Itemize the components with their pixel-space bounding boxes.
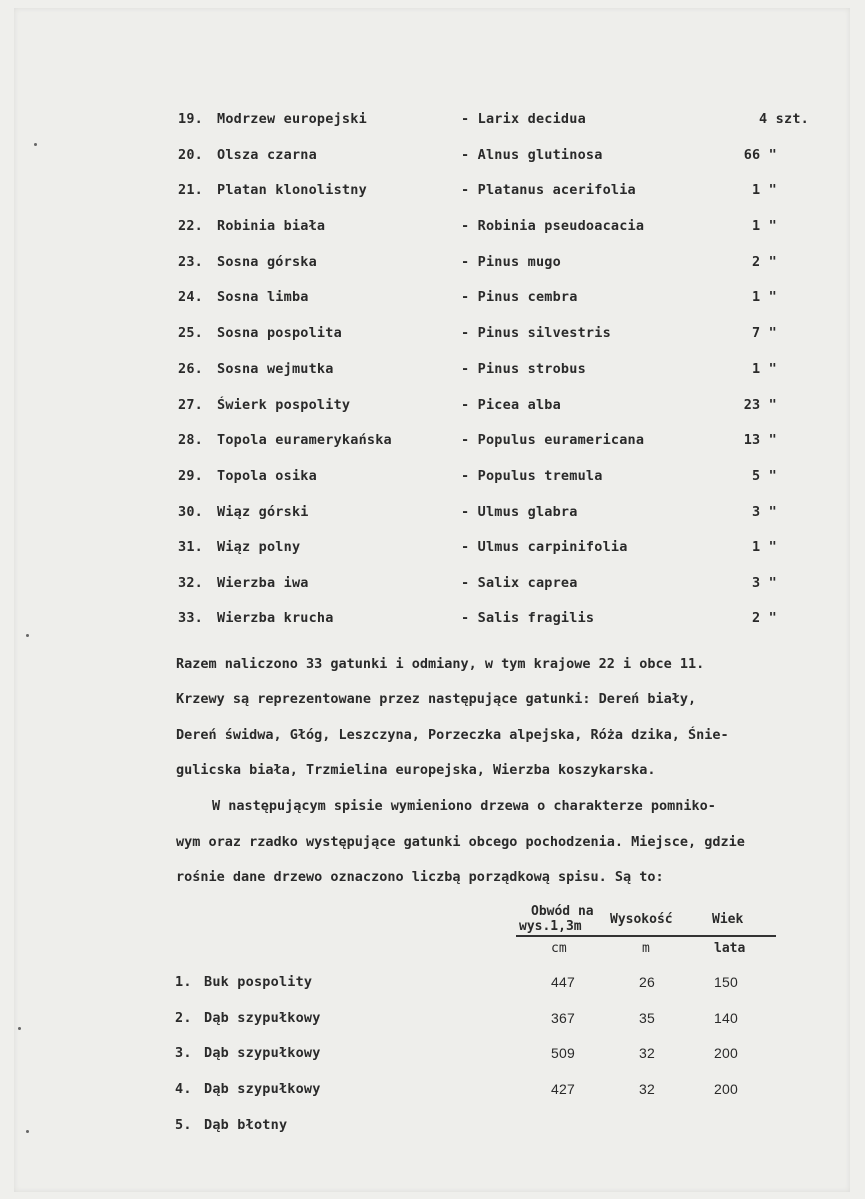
margin-mark: [26, 634, 29, 637]
latin-name: - Salis fragilis: [461, 610, 595, 626]
latin-name: - Populus tremula: [461, 468, 603, 484]
list-item: [0, 361, 865, 379]
list-item: [0, 218, 865, 236]
height-value: 32: [639, 1045, 655, 1061]
item-number: 29.: [178, 468, 203, 484]
item-number: 32.: [178, 575, 203, 591]
polish-name: Olsza czarna: [217, 147, 317, 163]
polish-name: Świerk pospolity: [217, 397, 351, 413]
polish-name: Wiąz górski: [217, 504, 309, 520]
latin-name: - Larix decidua: [461, 111, 586, 127]
latin-name: - Populus euramericana: [461, 432, 645, 448]
count: 3 ": [752, 575, 777, 591]
latin-name: - Ulmus glabra: [461, 504, 578, 520]
age-value: 150: [714, 974, 738, 990]
tree-name: Dąb szypułkowy: [204, 1010, 321, 1026]
girth-value: 367: [551, 1010, 575, 1026]
list-item: [0, 182, 865, 200]
height-unit: m: [642, 941, 650, 956]
latin-name: - Pinus strobus: [461, 361, 586, 377]
row-number: 3.: [175, 1045, 192, 1061]
table-row: [0, 1117, 865, 1135]
latin-name: - Platanus acerifolia: [461, 182, 636, 198]
polish-name: Wiąz polny: [217, 539, 301, 555]
table-row: [0, 1010, 865, 1028]
latin-name: - Pinus cembra: [461, 289, 578, 305]
item-number: 26.: [178, 361, 203, 377]
item-number: 23.: [178, 254, 203, 270]
row-number: 1.: [175, 974, 192, 990]
margin-mark: [34, 143, 37, 146]
list-item: [0, 504, 865, 522]
latin-name: - Robinia pseudoacacia: [461, 218, 645, 234]
height-header: Wysokość: [610, 912, 673, 927]
height-value: 35: [639, 1010, 655, 1026]
item-number: 25.: [178, 325, 203, 341]
item-number: 33.: [178, 610, 203, 626]
polish-name: Wierzba iwa: [217, 575, 309, 591]
polish-name: Platan klonolistny: [217, 182, 367, 198]
tree-name: Dąb błotny: [204, 1117, 288, 1133]
paragraph-line: wym oraz rzadko występujące gatunki obcego pochodzenia. Miejsce, gdzie: [176, 834, 745, 850]
item-number: 19.: [178, 111, 203, 127]
list-item: [0, 432, 865, 450]
polish-name: Topola osika: [217, 468, 317, 484]
latin-name: - Ulmus carpinifolia: [461, 539, 628, 555]
polish-name: Modrzew europejski: [217, 111, 367, 127]
item-number: 20.: [178, 147, 203, 163]
list-item: [0, 111, 865, 129]
tree-name: Dąb szypułkowy: [204, 1045, 321, 1061]
paragraph-line: Krzewy są reprezentowane przez następujące gatunki: Dereń biały,: [176, 691, 697, 707]
row-number: 2.: [175, 1010, 192, 1026]
item-number: 27.: [178, 397, 203, 413]
age-header: Wiek: [712, 912, 744, 927]
list-item: [0, 254, 865, 272]
latin-name: - Picea alba: [461, 397, 561, 413]
count: 1 ": [752, 361, 777, 377]
paragraph-line: Dereń świdwa, Głóg, Leszczyna, Porzeczka alpejska, Róża dzika, Śnie-: [176, 727, 729, 743]
count: 1 ": [752, 182, 777, 198]
list-item: [0, 147, 865, 165]
paragraph-line: W następującym spisie wymieniono drzewa o charakterze pomniko-: [212, 798, 716, 814]
polish-name: Sosna wejmutka: [217, 361, 334, 377]
paragraph-line: gulicska biała, Trzmielina europejska, Wierzba koszykarska.: [176, 762, 656, 778]
polish-name: Sosna górska: [217, 254, 317, 270]
row-number: 5.: [175, 1117, 192, 1133]
age-value: 200: [714, 1081, 738, 1097]
count: 4 szt.: [759, 111, 809, 127]
row-number: 4.: [175, 1081, 192, 1097]
count: 23 ": [743, 397, 777, 413]
count: 66 ": [743, 147, 777, 163]
item-number: 22.: [178, 218, 203, 234]
list-item: [0, 610, 865, 628]
list-item: [0, 289, 865, 307]
girth-header-sub: wys.1,3m: [519, 919, 582, 934]
polish-name: Sosna pospolita: [217, 325, 342, 341]
paragraph-line: Razem naliczono 33 gatunki i odmiany, w tym krajowe 22 i obce 11.: [176, 656, 705, 672]
count: 7 ": [752, 325, 777, 341]
count: 2 ": [752, 610, 777, 626]
girth-unit: cm: [551, 941, 567, 956]
item-number: 21.: [178, 182, 203, 198]
polish-name: Wierzba krucha: [217, 610, 334, 626]
age-value: 200: [714, 1045, 738, 1061]
latin-name: - Salix caprea: [461, 575, 578, 591]
list-item: [0, 325, 865, 343]
item-number: 31.: [178, 539, 203, 555]
item-number: 24.: [178, 289, 203, 305]
count: 2 ": [752, 254, 777, 270]
list-item: [0, 539, 865, 557]
height-value: 32: [639, 1081, 655, 1097]
polish-name: Sosna limba: [217, 289, 309, 305]
latin-name: - Pinus silvestris: [461, 325, 611, 341]
count: 13 ": [743, 432, 777, 448]
age-value: 140: [714, 1010, 738, 1026]
height-value: 26: [639, 974, 655, 990]
count: 5 ": [752, 468, 777, 484]
count: 3 ": [752, 504, 777, 520]
count: 1 ": [752, 539, 777, 555]
table-row: [0, 1045, 865, 1063]
count: 1 ": [752, 289, 777, 305]
polish-name: Topola euramerykańska: [217, 432, 392, 448]
age-unit: lata: [714, 941, 746, 956]
girth-header: Obwód na: [531, 904, 594, 919]
paragraph-line: rośnie dane drzewo oznaczono liczbą porządkową spisu. Są to:: [176, 869, 664, 885]
polish-name: Robinia biała: [217, 218, 326, 234]
table-row: [0, 974, 865, 992]
tree-name: Dąb szypułkowy: [204, 1081, 321, 1097]
list-item: [0, 397, 865, 415]
girth-value: 427: [551, 1081, 575, 1097]
table-row: [0, 1081, 865, 1099]
girth-value: 509: [551, 1045, 575, 1061]
latin-name: - Pinus mugo: [461, 254, 561, 270]
header-rule: [516, 935, 776, 937]
latin-name: - Alnus glutinosa: [461, 147, 603, 163]
count: 1 ": [752, 218, 777, 234]
list-item: [0, 468, 865, 486]
girth-value: 447: [551, 974, 575, 990]
item-number: 30.: [178, 504, 203, 520]
list-item: [0, 575, 865, 593]
tree-name: Buk pospolity: [204, 974, 313, 990]
item-number: 28.: [178, 432, 203, 448]
